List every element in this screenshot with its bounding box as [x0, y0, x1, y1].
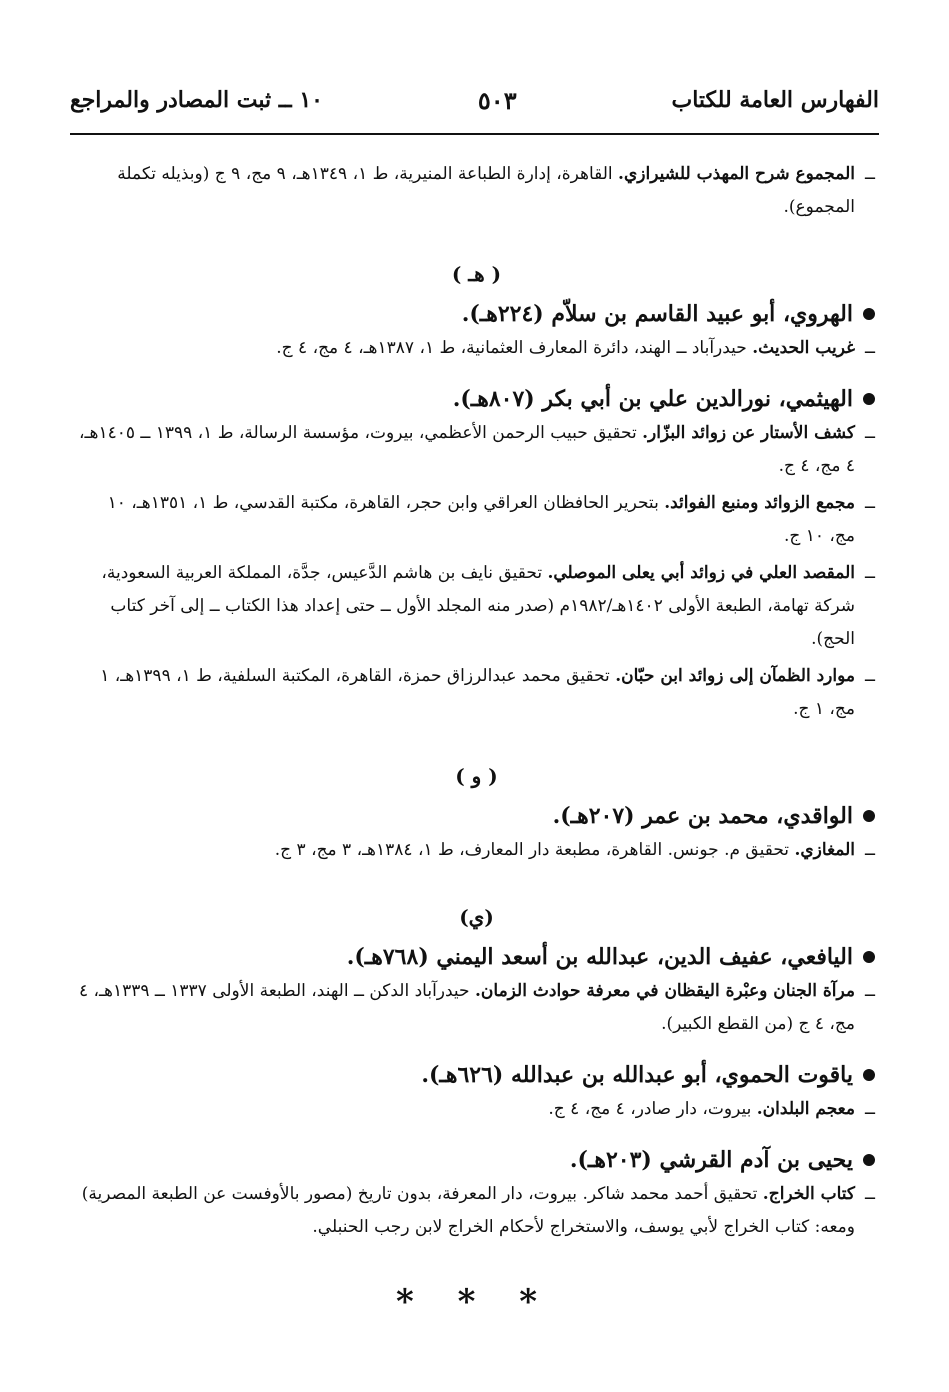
bibliography-entry: [78, 557, 875, 656]
author-name: اليافعي، عفيف الدين، عبدالله بن أسعد اليمني (٧٦٨هـ).: [346, 944, 853, 970]
entry-dash: ــ: [865, 563, 875, 583]
bibliography-entry: [78, 660, 875, 726]
section-letter: ( هـ ): [451, 262, 502, 286]
entry-title: كتاب الخراج.: [762, 1184, 855, 1204]
entry-details: تحقيق م. جونس. القاهرة، مطبعة دار المعارف، ط ١، ١٣٨٤هـ، ٣ مج، ٣ ج.: [274, 840, 795, 860]
entry-details: القاهرة، إدارة الطباعة المنيرية، ط ١، ١٣٤٩هـ، ٩ مج، ٩ ج (وبذيله تكملة المجموع).: [117, 164, 855, 217]
author-heading: [78, 939, 875, 975]
bullet-icon: [863, 1154, 875, 1166]
entry-details: بيروت، دار صادر، ٤ مج، ٤ ج.: [548, 1099, 757, 1119]
section-letter: (ي): [459, 905, 494, 929]
entry-details: حيدرآباد الدكن ــ الهند، الطبعة الأولى ١٣٣٧ ــ ١٣٣٩هـ، ٤ مج، ٤ ج (من القطع الكبير).: [78, 981, 855, 1034]
author-heading: [78, 798, 875, 834]
header-chapter-title: ١٠ ــ ثبت المصادر والمراجع: [70, 87, 323, 113]
author-heading: [78, 1142, 875, 1178]
entry-title: مجمع الزوائد ومنبع الفوائد.: [664, 493, 855, 513]
entry-details: تحقيق نايف بن هاشم الدَّعيس، جدَّة، المملكة العربية السعودية، شركة تهامة، الطبعة الأولى ١٤٠٢هـ/١٩٨٢م (صدر منه المجلد الأول ــ حتى إعداد هذا الكتاب ــ إلى آخر كتاب الحج).: [101, 563, 855, 649]
author-heading: [78, 381, 875, 417]
entry-title: غريب الحديث.: [752, 338, 855, 358]
bibliography-entry: [78, 1178, 875, 1244]
bibliography-entry: [78, 487, 875, 553]
header-rule: [70, 133, 879, 135]
bullet-icon: [863, 810, 875, 822]
entry-details: بتحرير الحافظان العراقي وابن حجر، القاهرة، مكتبة القدسي، ط ١، ١٣٥١هـ، ١٠ مج، ١٠ ج.: [107, 493, 855, 546]
entry-details: تحقيق حبيب الرحمن الأعظمي، بيروت، مؤسسة الرسالة، ط ١، ١٣٩٩ ــ ١٤٠٥هـ، ٤ مج، ٤ ج.: [79, 423, 855, 476]
entry-title: المجموع شرح المهذب للشيرازي.: [618, 164, 855, 184]
author-name: يحيى بن آدم القرشي (٢٠٣هـ).: [569, 1147, 853, 1173]
entry-dash: ــ: [865, 493, 875, 513]
entry-details: تحقيق محمد عبدالرزاق حمزة، القاهرة، المكتبة السلفية، ط ١، ١٣٩٩هـ، ١ مج، ١ ج.: [100, 666, 855, 719]
entry-dash: ــ: [865, 338, 875, 358]
entry-dash: ــ: [865, 164, 875, 184]
entry-title: المقصد العلي في زوائد أبي يعلى الموصلي.: [547, 563, 855, 583]
entry-dash: ــ: [865, 840, 875, 860]
author-heading: [78, 296, 875, 332]
entry-details: تحقيق أحمد محمد شاكر. بيروت، دار المعرفة، بدون تاريخ (مصور بالأوفست عن الطبعة المصرية) ومعه: كتاب الخراج لأبي يوسف، والاستخراج لأحكام الخراج لابن رجب الحنبلي.: [81, 1184, 855, 1237]
author-name: الواقدي، محمد بن عمر (٢٠٧هـ).: [552, 803, 853, 829]
author-name: ياقوت الحموي، أبو عبدالله بن عبدالله (٦٢٦هـ).: [421, 1062, 853, 1088]
page-number: ٥٠٣: [477, 85, 517, 115]
entry-dash: ــ: [865, 666, 875, 686]
author-name: الهيثمي، نورالدين علي بن أبي بكر (٨٠٧هـ).: [452, 386, 853, 412]
bibliography-entry: [78, 332, 875, 365]
bibliography-entry: [78, 417, 875, 483]
bullet-icon: [863, 393, 875, 405]
bibliography-entry: [78, 975, 875, 1041]
author-heading: [78, 1057, 875, 1093]
bullet-icon: [863, 951, 875, 963]
bullet-icon: [863, 1069, 875, 1081]
entry-title: موارد الظمآن إلى زوائد ابن حبّان.: [615, 666, 855, 686]
bibliography-content: [78, 158, 875, 1260]
entry-title: معجم البلدان.: [756, 1099, 855, 1119]
entry-title: مرآة الجنان وعبْرة اليقظان في معرفة حوادث الزمان.: [474, 981, 855, 1001]
entry-title: المغازي.: [794, 840, 855, 860]
entry-dash: ــ: [865, 1099, 875, 1119]
bibliography-entry: [78, 1093, 875, 1126]
bibliography-entry: [78, 158, 875, 224]
end-stars: * * *: [395, 1282, 553, 1322]
entry-title: كشف الأستار عن زوائد البزّار.: [642, 423, 855, 443]
entry-dash: ــ: [865, 981, 875, 1001]
page-header: [70, 78, 879, 122]
bullet-icon: [863, 308, 875, 320]
section-letter: ( و ): [455, 764, 498, 788]
entry-dash: ــ: [865, 423, 875, 443]
entry-details: حيدرآباد ــ الهند، دائرة المعارف العثمانية، ط ١، ١٣٨٧هـ، ٤ مج، ٤ ج.: [276, 338, 753, 358]
bibliography-entry: [78, 834, 875, 867]
entry-dash: ــ: [865, 1184, 875, 1204]
header-book-title: الفهارس العامة للكتاب: [671, 87, 879, 113]
author-name: الهروي، أبو عبيد القاسم بن سلاّم (٢٢٤هـ).: [461, 301, 853, 327]
